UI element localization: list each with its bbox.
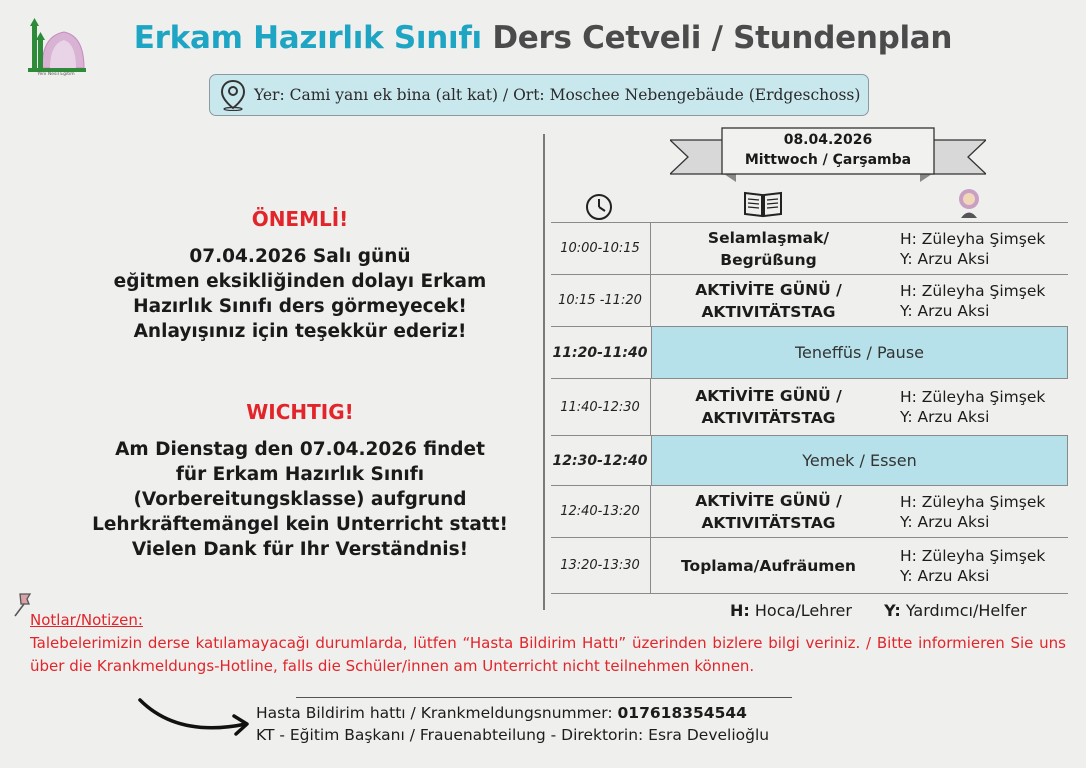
curved-arrow-icon (138, 694, 254, 738)
row-time: 10:00-10:15 (560, 241, 640, 256)
schedule-day: Mittwoch / Çarşamba (744, 152, 912, 168)
row-helper: Y: Arzu Aksi (900, 301, 990, 320)
table-row (551, 274, 1068, 326)
announcement-de-heading: WICHTIG! (246, 400, 354, 424)
teacher-icon (956, 187, 982, 219)
row-time: 12:40-13:20 (560, 504, 640, 519)
row-staff (900, 538, 1045, 593)
logo-caption: Yeni Nesil Eğitim (37, 72, 75, 77)
row-helper: Y: Arzu Aksi (900, 512, 990, 531)
notes-heading: Notlar/Notizen: (30, 611, 143, 629)
row-time: 11:40-12:30 (560, 399, 640, 415)
row-teacher: H: Züleyha Şimşek (900, 229, 1046, 248)
map-pin-icon (220, 79, 246, 111)
row-time: 13:20-13:30 (560, 558, 640, 573)
table-row (551, 537, 1068, 594)
row-lesson: AKTİVİTE GÜNÜ / AKTIVITÄTSTAG (695, 387, 842, 427)
table-row (551, 485, 1068, 537)
notes-text: Talebelerimizin derse katılamayacağı durumlarda, lütfen “Hasta Bildirim Hattı” üzerinden bizlere bilgi veriniz. / Bitte informieren Sie uns über die Krankmeldungs-Hotline, falls die Schüler/innen am Unterricht nicht teilnehmen können. (30, 634, 1066, 675)
title-schedule: Ders Cetveli / Stundenplan (492, 20, 953, 56)
row-lesson: Selamlaşmak/ Begrüßung (707, 228, 830, 269)
row-lesson: Toplama/Aufräumen (681, 556, 856, 575)
break-cell: Teneffüs / Pause (651, 327, 1068, 378)
row-lesson: AKTİVİTE GÜNÜ / AKTIVITÄTSTAG (695, 491, 842, 532)
table-row-break (551, 326, 1068, 378)
row-lesson: AKTİVİTE GÜNÜ / AKTIVITÄTSTAG (695, 280, 842, 321)
schedule-date: 08.04.2026 (783, 132, 873, 148)
date-ribbon-text (722, 130, 934, 170)
row-helper: Y: Arzu Aksi (900, 249, 990, 268)
row-helper: Y: Arzu Aksi (900, 408, 990, 426)
location-box (209, 74, 869, 116)
schedule-table (551, 222, 1068, 594)
row-time: 12:30-12:40 (552, 452, 648, 469)
row-staff (900, 379, 1045, 435)
row-staff (900, 486, 1045, 537)
row-teacher: H: Züleyha Şimşek (900, 388, 1046, 406)
announcement-tr-body: 07.04.2026 Salı günü eğitmen eksikliğinden dolayı Erkam Hazırlık Sınıfı ders görmeyecek! Anlayışınız için teşekkür ederiz! (113, 246, 487, 342)
announcement-tr-heading: ÖNEMLİ! (251, 207, 349, 231)
row-staff (900, 223, 1045, 274)
row-staff (900, 275, 1045, 326)
row-time: 10:15 -11:20 (558, 293, 642, 308)
legend (730, 601, 1027, 620)
legend-y-key: Y: (884, 601, 901, 620)
row-teacher: H: Züleyha Şimşek (900, 492, 1046, 511)
table-row-break (551, 435, 1068, 485)
legend-y-text: Yardımcı/Helfer (905, 601, 1027, 620)
row-time: 11:20-11:40 (552, 344, 648, 361)
book-icon (743, 189, 783, 219)
row-helper: Y: Arzu Aksi (900, 566, 990, 585)
table-row (551, 378, 1068, 435)
clock-icon (585, 193, 613, 221)
contact-block (256, 702, 769, 746)
director-text: KT - Eğitim Başkanı / Frauenabteilung - Direktorin: Esra Develioğlu (256, 726, 770, 744)
page-title (0, 20, 1086, 56)
location-text: Yer: Cami yanı ek bina (alt kat) / Ort: Moschee Nebengebäude (Erdgeschoss) (254, 86, 861, 104)
break-cell: Yemek / Essen (651, 436, 1068, 485)
legend-h-key: H: (730, 601, 750, 620)
row-teacher: H: Züleyha Şimşek (900, 281, 1046, 300)
hotline-number: 017618354544 (617, 704, 747, 722)
table-row (551, 222, 1068, 274)
vertical-divider (543, 134, 545, 610)
row-teacher: H: Züleyha Şimşek (900, 546, 1046, 565)
hotline-label: Hasta Bildirim hattı / Krankmeldungsnummer: (256, 704, 613, 722)
contact-divider (296, 697, 792, 698)
announcement-de-body: Am Dienstag den 07.04.2026 findet für Erkam Hazırlık Sınıfı (Vorbereitungsklasse) aufgrund Lehrkräftemängel kein Unterricht statt! Vielen Dank für Ihr Verständnis! (92, 439, 508, 560)
legend-h-text: Hoca/Lehrer (754, 601, 852, 620)
title-class-name: Erkam Hazırlık Sınıfı (133, 20, 482, 56)
